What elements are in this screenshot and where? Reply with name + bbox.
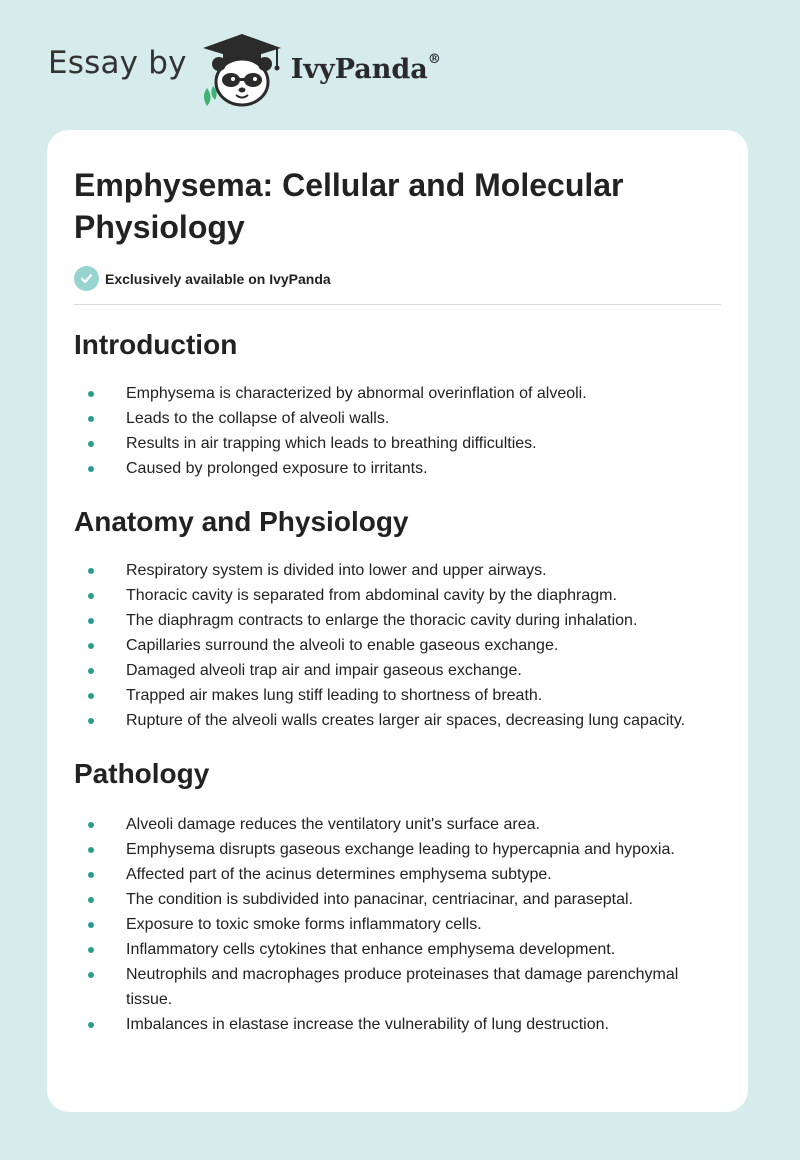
panda-logo-icon[interactable] — [197, 30, 287, 110]
site-header — [48, 30, 441, 110]
section-heading: Anatomy and Physiology — [74, 506, 409, 537]
section-heading: Pathology — [74, 758, 210, 789]
bullet-icon — [88, 668, 94, 674]
bullet-icon — [88, 391, 94, 397]
essay-by-label: Essay by — [48, 45, 187, 81]
bullet-list — [74, 558, 721, 733]
list-item: The condition is subdivided into panacinar, centriacinar, and paraseptal. — [74, 887, 721, 912]
bullet-icon — [88, 693, 94, 699]
bullet-icon — [88, 972, 94, 978]
list-item: Respiratory system is divided into lower and upper airways. — [74, 558, 721, 583]
list-item: Emphysema is characterized by abnormal overinflation of alveoli. — [74, 381, 721, 406]
list-item: Inflammatory cells cytokines that enhance emphysema development. — [74, 937, 721, 962]
list-item: The diaphragm contracts to enlarge the thoracic cavity during inhalation. — [74, 608, 721, 633]
bullet-icon — [88, 416, 94, 422]
list-item: Rupture of the alveoli walls creates larger air spaces, decreasing lung capacity. — [74, 708, 721, 733]
bullet-icon — [88, 947, 94, 953]
bullet-icon — [88, 1022, 94, 1028]
bullet-icon — [88, 643, 94, 649]
list-item: Leads to the collapse of alveoli walls. — [74, 406, 721, 431]
brand-name[interactable]: IvyPanda® — [290, 51, 441, 85]
bullet-list — [74, 812, 721, 1037]
exclusive-badge — [74, 266, 721, 291]
bullet-icon — [88, 847, 94, 853]
list-item: Affected part of the acinus determines emphysema subtype. — [74, 862, 721, 887]
bullet-icon — [88, 872, 94, 878]
page-title: Emphysema: Cellular and Molecular Physiology — [74, 167, 624, 245]
bullet-icon — [88, 822, 94, 828]
essay-card — [47, 130, 748, 1112]
list-item: Thoracic cavity is separated from abdominal cavity by the diaphragm. — [74, 583, 721, 608]
bullet-icon — [88, 593, 94, 599]
checkmark-icon — [74, 266, 99, 291]
bullet-list — [74, 381, 721, 481]
list-item: Damaged alveoli trap air and impair gaseous exchange. — [74, 658, 721, 683]
list-item: Results in air trapping which leads to breathing difficulties. — [74, 431, 721, 456]
list-item: Caused by prolonged exposure to irritants. — [74, 456, 721, 481]
bullet-icon — [88, 897, 94, 903]
bullet-icon — [88, 718, 94, 724]
list-item: Emphysema disrupts gaseous exchange leading to hypercapnia and hypoxia. — [74, 837, 721, 862]
list-item: Neutrophils and macrophages produce proteinases that damage parenchymal tissue. — [74, 962, 721, 1012]
list-item: Trapped air makes lung stiff leading to shortness of breath. — [74, 683, 721, 708]
section-introduction — [74, 327, 721, 481]
list-item: Capillaries surround the alveoli to enable gaseous exchange. — [74, 633, 721, 658]
bullet-icon — [88, 466, 94, 472]
title-divider — [74, 304, 721, 305]
bullet-icon — [88, 568, 94, 574]
section-pathology — [74, 756, 721, 1037]
list-item: Exposure to toxic smoke forms inflammatory cells. — [74, 912, 721, 937]
bullet-icon — [88, 441, 94, 447]
list-item: Alveoli damage reduces the ventilatory unit's surface area. — [74, 812, 721, 837]
section-heading: Introduction — [74, 329, 238, 360]
bullet-icon — [88, 618, 94, 624]
exclusive-badge-label: Exclusively available on IvyPanda — [105, 270, 331, 287]
list-item: Imbalances in elastase increase the vulnerability of lung destruction. — [74, 1012, 721, 1037]
section-anatomy-physiology — [74, 504, 721, 733]
bullet-icon — [88, 922, 94, 928]
